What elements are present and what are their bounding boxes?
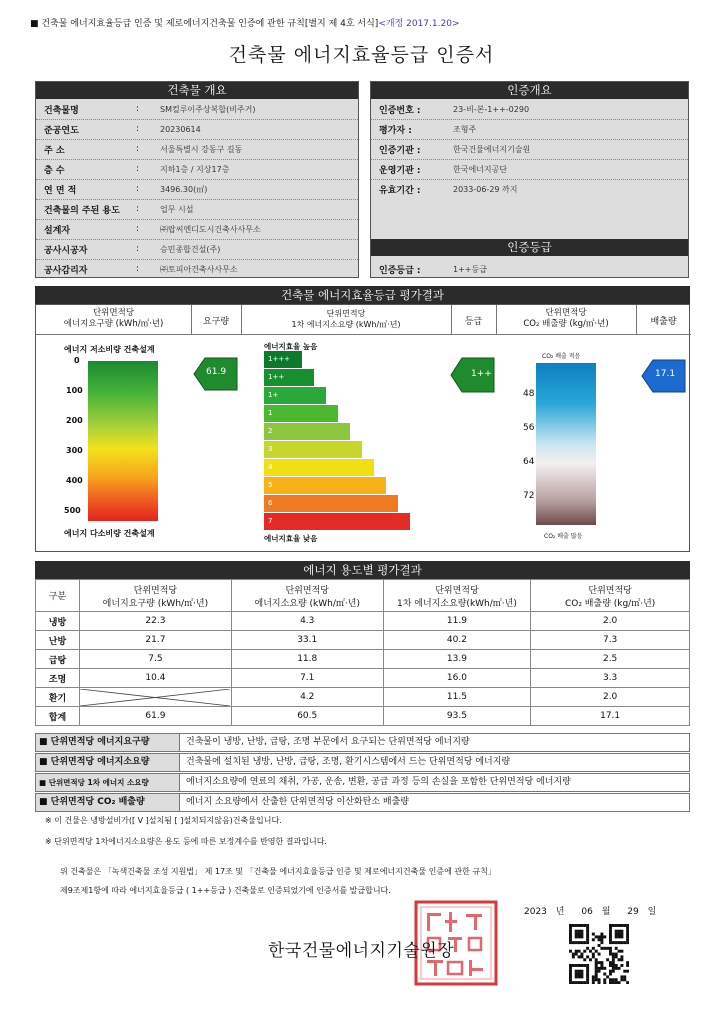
co2-tick-label: 48 <box>523 389 535 399</box>
usage-cell: 11.5 <box>383 688 531 707</box>
building-info-value: ㈜토피아건축사사무소 <box>160 264 238 274</box>
usage-cell: 11.8 <box>231 650 383 669</box>
definition-text: 에너지 소요량에서 산출한 단위면적당 이산화탄소 배출량 <box>186 797 409 807</box>
col-demand-line2: 에너지요구량 (kWh/㎡·년) <box>63 319 164 329</box>
cert-overview-heading: 인증개요 <box>371 82 688 99</box>
usage-cell: 33.1 <box>231 631 383 650</box>
primary-energy-note: ※ 단위면적당 1차에너지소요량은 용도 등에 따른 보정계수를 반영한 결과입니다. <box>45 837 327 846</box>
table-row <box>36 669 690 688</box>
definition-term: ■ 단위면적당 에너지요구량 <box>36 734 180 751</box>
building-info-label: 주 소 <box>44 145 65 156</box>
grade-bar <box>264 369 314 386</box>
col-demand-line1: 단위면적당 <box>92 308 135 318</box>
co2-gradient-bar <box>536 363 596 525</box>
building-info-colon: : <box>136 164 140 174</box>
cert-info-value: 23-비-본-1++-0290 <box>453 104 530 114</box>
cert-info-row <box>371 119 688 139</box>
evaluation-area <box>35 304 690 552</box>
usage-cell: 61.9 <box>79 707 231 726</box>
usage-cell: 13.9 <box>383 650 531 669</box>
cert-statement-line2: 제9조제1항에 따라 에너지효율등급 ( 1++등급 ) 건축물로 인증되었기에 인증서를 발급합니다. <box>60 886 391 895</box>
usage-cell: 2.5 <box>531 650 690 669</box>
qr-code[interactable] <box>569 924 629 984</box>
building-info-value: ㈜랍씨엔디도시건축사사무소 <box>160 224 261 234</box>
usage-cell: 93.5 <box>383 707 531 726</box>
building-info-colon: : <box>136 224 140 234</box>
issue-year: 2023 <box>524 907 547 917</box>
building-info-colon: : <box>136 104 140 114</box>
definition-row <box>35 773 690 792</box>
usage-cell: 40.2 <box>383 631 531 650</box>
co2-tick-label: 56 <box>523 423 535 433</box>
cert-info-value: 2033-06-29 까지 <box>453 184 518 194</box>
building-info-colon: : <box>136 204 140 214</box>
cert-grade-value: 1++등급 <box>453 264 487 274</box>
cert-info-row <box>371 99 688 119</box>
building-info-colon: : <box>136 244 140 254</box>
demand-tick-label: 200 <box>66 416 83 425</box>
revision-date: <개정 2017.1.20> <box>378 19 460 29</box>
definition-row <box>35 733 690 752</box>
building-info-label: 공사시공자 <box>44 245 88 256</box>
issuer-name: 한국건물에너지기술원장 <box>268 941 455 961</box>
col-primary-line2: 1차 에너지소요량 (kWh/㎡·년) <box>291 320 401 329</box>
building-info-row <box>36 139 358 159</box>
cooling-note: ※ 이 건물은 냉방설비가([ V ]설치됨 [ ]설치되지않음)건축물입니다. <box>45 816 282 825</box>
table-row <box>36 612 690 631</box>
usage-cell: 10.4 <box>79 669 231 688</box>
evaluation-heading: 건축물 에너지효율등급 평가결과 <box>35 286 690 304</box>
usage-row-name: 난방 <box>36 631 80 650</box>
issue-day: 29 <box>627 907 639 917</box>
usage-cell: 17.1 <box>531 707 690 726</box>
usage-col-header: 단위면적당 에너지요구량 (kWh/㎡·년) <box>79 580 231 612</box>
building-info-colon: : <box>136 144 140 154</box>
grade-bar <box>264 477 386 494</box>
co2-tick-label: 72 <box>523 491 535 501</box>
demand-gradient-bar <box>88 361 158 521</box>
grade-bar-label: 1+++ <box>268 355 291 363</box>
cert-info-row <box>371 159 688 179</box>
grade-bar-label: 4 <box>268 463 273 471</box>
building-info-value: 서울특별시 강동구 길동 <box>160 144 243 154</box>
usage-col-header: 단위면적당 CO₂ 배출량 (kg/㎡·년) <box>531 580 690 612</box>
building-info-label: 층 수 <box>44 165 65 176</box>
usage-cell: 60.5 <box>231 707 383 726</box>
cert-info-label: 인증번호 : <box>379 105 421 116</box>
co2-value: 17.1 <box>655 369 676 379</box>
grade-bar <box>264 423 350 440</box>
efficiency-low-label: 에너지효율 낮음 <box>264 534 318 543</box>
grade-bar <box>264 351 302 368</box>
building-info-label: 공사감리자 <box>44 265 88 276</box>
cert-info-row <box>371 179 688 199</box>
grade-value: 1++ <box>471 369 492 379</box>
definition-term: ■ 단위면적당 에너지소요량 <box>36 754 180 771</box>
definition-text: 건축물에 설치된 냉방, 난방, 급탕, 조명, 환기시스템에서 드는 단위면적당 에너지량 <box>186 757 511 767</box>
demand-bottom-label: 에너지 다소비량 건축설계 <box>64 529 155 538</box>
usage-cell: 4.3 <box>231 612 383 631</box>
regulation-text: ■ 건축물 에너지효율등급 인증 및 제로에너지건축물 인증에 관한 규칙[별지 제 4호 서식] <box>30 19 379 29</box>
building-info-value: 승민종합건설(주) <box>160 244 221 254</box>
definition-row <box>35 753 690 772</box>
building-info-colon: : <box>136 124 140 134</box>
usage-col-header: 단위면적당 1차 에너지소요량(kWh/㎡·년) <box>383 580 531 612</box>
building-info-value: 업무 시설 <box>160 204 194 214</box>
grade-bar <box>264 495 398 512</box>
demand-value: 61.9 <box>206 367 227 377</box>
usage-row-name: 급탕 <box>36 650 80 669</box>
cert-info-row <box>371 139 688 159</box>
usage-col-category: 구분 <box>36 580 80 612</box>
grade-bar-label: 1++ <box>268 373 285 381</box>
building-info-row <box>36 219 358 239</box>
definition-term: ■ 단위면적당 CO₂ 배출량 <box>36 794 180 811</box>
grade-bar <box>264 459 374 476</box>
grade-bar <box>264 513 410 530</box>
usage-cell: 4.2 <box>231 688 383 707</box>
demand-tick-label: 400 <box>66 476 83 485</box>
regulation-line <box>30 16 459 29</box>
cert-info-label: 운영기관 : <box>379 165 421 176</box>
cert-grade-row <box>371 259 688 279</box>
grade-bar <box>264 441 362 458</box>
usage-cell: 21.7 <box>79 631 231 650</box>
usage-cell: 2.0 <box>531 688 690 707</box>
usage-table <box>35 579 690 726</box>
building-info-value: 지하1층 / 지상17층 <box>160 164 230 174</box>
definition-text: 건축물이 냉방, 난방, 급탕, 조명 부문에서 요구되는 단위면적당 에너지량 <box>186 737 470 747</box>
usage-cell: 7.5 <box>79 650 231 669</box>
col-co2-line1: 단위면적당 <box>545 308 587 318</box>
usage-cell-na <box>79 688 231 707</box>
table-row <box>36 707 690 726</box>
col-emission: 배출량 <box>650 317 677 327</box>
cert-grade-label: 인증등급 : <box>379 265 421 276</box>
building-info-label: 건축물의 주된 용도 <box>44 205 120 216</box>
building-info-row <box>36 99 358 119</box>
cert-overview-panel <box>370 81 689 278</box>
table-row <box>36 688 690 707</box>
grade-bar <box>264 387 326 404</box>
usage-heading: 에너지 용도별 평가결과 <box>35 561 690 579</box>
cert-info-label: 유효기간 : <box>379 185 421 196</box>
usage-cell: 7.3 <box>531 631 690 650</box>
usage-cell: 11.9 <box>383 612 531 631</box>
usage-row-name: 환기 <box>36 688 80 707</box>
col-demand-short: 요구량 <box>202 317 230 327</box>
cert-info-value: 한국에너지공단 <box>453 164 508 174</box>
col-grade: 등급 <box>464 317 483 327</box>
usage-cell: 7.1 <box>231 669 383 688</box>
certificate-title: 건축물 에너지효율등급 인증서 <box>228 44 495 66</box>
table-row <box>36 650 690 669</box>
cert-grade-heading: 인증등급 <box>371 239 688 256</box>
definition-text: 에너지소요량에 연료의 채취, 가공, 운송, 변환, 공급 과정 등의 손실을 포함한 단위면적당 에너지량 <box>186 777 571 787</box>
usage-cell: 3.3 <box>531 669 690 688</box>
grade-bar <box>264 405 338 422</box>
col-co2-line2: CO₂ 배출량 (kg/㎡·년) <box>523 319 609 329</box>
building-info-label: 연 면 적 <box>44 185 77 196</box>
grade-bar-label: 1 <box>268 409 273 417</box>
building-info-row <box>36 259 358 279</box>
grade-bar-label: 2 <box>268 427 273 435</box>
usage-row-name: 조명 <box>36 669 80 688</box>
building-info-row <box>36 119 358 139</box>
efficiency-high-label: 에너지효율 높음 <box>264 342 318 351</box>
cert-info-value: 한국건물에너지기술원 <box>453 144 531 154</box>
building-info-label: 건축물명 <box>44 105 79 116</box>
demand-tick-label: 0 <box>74 356 80 365</box>
building-info-row <box>36 199 358 219</box>
building-overview-heading: 건축물 개요 <box>36 82 358 99</box>
usage-cell: 2.0 <box>531 612 690 631</box>
definition-row <box>35 793 690 812</box>
grade-bar-label: 3 <box>268 445 273 453</box>
demand-tick-label: 500 <box>64 506 81 515</box>
usage-col-header: 단위면적당 에너지소요량 (kWh/㎡·년) <box>231 580 383 612</box>
building-info-row <box>36 159 358 179</box>
co2-high-label: CO₂ 배출 많음 <box>544 533 583 540</box>
co2-low-label: CO₂ 배출 적음 <box>542 353 581 360</box>
building-info-colon: : <box>136 184 140 194</box>
building-info-label: 설계자 <box>44 225 71 236</box>
building-info-colon: : <box>136 264 140 274</box>
demand-tick-label: 100 <box>66 386 83 395</box>
usage-row-name: 합계 <box>36 707 80 726</box>
col-primary-line1: 단위면적당 <box>326 309 366 318</box>
building-info-value: 3496.30(㎡) <box>160 184 208 194</box>
building-overview-panel <box>35 81 359 278</box>
building-info-row <box>36 239 358 259</box>
grade-bar-label: 6 <box>268 499 273 507</box>
usage-cell: 22.3 <box>79 612 231 631</box>
building-info-value: 20230614 <box>160 124 201 134</box>
cert-info-label: 평가자 : <box>379 125 412 136</box>
issue-month: 06 <box>581 907 593 917</box>
issue-date: 2023 년 06 월 29 일 <box>524 907 657 917</box>
usage-row-name: 냉방 <box>36 612 80 631</box>
building-info-row <box>36 179 358 199</box>
building-info-value: SM컬루이주상복합(비주거) <box>160 104 256 114</box>
co2-tick-label: 64 <box>523 457 535 467</box>
grade-bar-label: 7 <box>268 517 273 525</box>
grade-bar-label: 5 <box>268 481 273 489</box>
usage-cell: 16.0 <box>383 669 531 688</box>
building-info-label: 준공연도 <box>44 125 79 136</box>
grade-bar-label: 1+ <box>268 391 279 399</box>
cert-info-value: 조형주 <box>453 124 477 134</box>
cert-statement-line1: 위 건축물은 「녹색건축물 조성 지원법」 제 17조 및 「건축물 에너지효율등급 인증 및 제로에너지건축물 인증에 관한 규칙」 <box>60 867 496 876</box>
cert-info-label: 인증기관 : <box>379 145 421 156</box>
definition-term: ■ 단위면적당 1차 에너지 소요량 <box>36 774 180 791</box>
demand-top-label: 에너지 저소비량 건축설계 <box>64 345 155 354</box>
table-row <box>36 631 690 650</box>
demand-tick-label: 300 <box>66 446 83 455</box>
